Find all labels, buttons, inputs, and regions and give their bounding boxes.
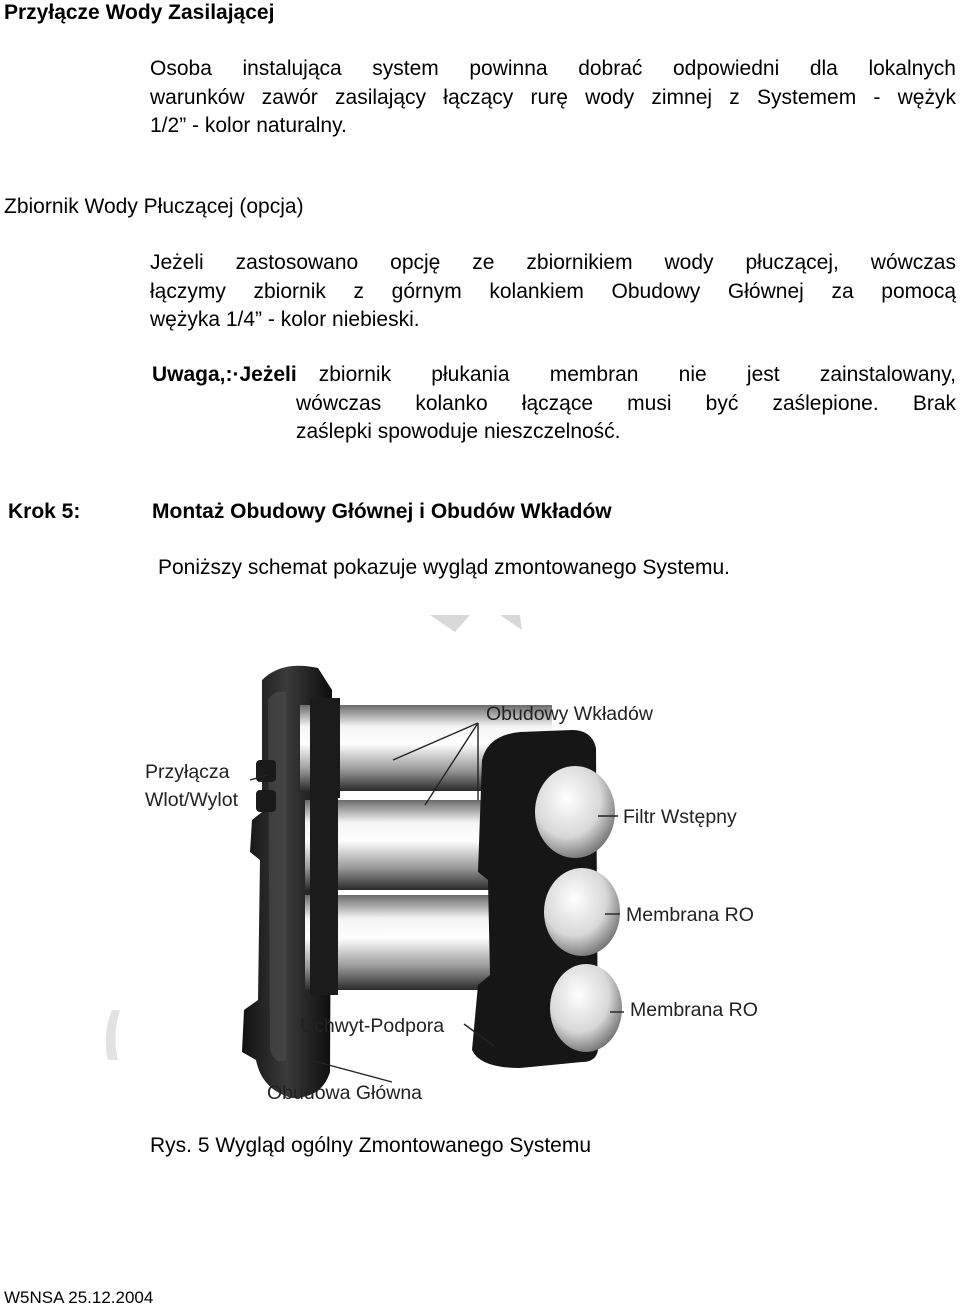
paragraph-line: łączymy zbiornik z górnym kolankiem Obudowy Głównej za pomocą	[150, 279, 956, 303]
rinse-tank-paragraph	[150, 249, 956, 335]
main-housing-highlight	[268, 692, 286, 1062]
membrane-cap-1	[544, 868, 620, 956]
paragraph-line: Jeżeli zastosowano opcję ze zbiornikiem wody płuczącej, wówczas	[150, 251, 956, 274]
background-watermark	[106, 1010, 120, 1060]
note-block	[152, 361, 956, 447]
label-prefilter: Filtr Wstępny	[623, 806, 737, 828]
step-label: Krok 5:	[8, 500, 81, 523]
system-diagram	[0, 600, 960, 1140]
section-title-feed-water: Przyłącze Wody Zasilającej	[4, 1, 275, 24]
label-housings: Obudowy Wkładów	[486, 703, 653, 725]
paragraph-line: Osoba instalująca system powinna dobrać odpowiedni dla lokalnych	[150, 57, 956, 80]
figure-caption: Rys. 5 Wygląd ogólny Zmontowanego Systemu	[150, 1134, 592, 1157]
paragraph-line: wężyka 1/4” - kolor niebieski.	[150, 308, 420, 331]
note-label: Uwaga,:·Jeżeli	[152, 363, 297, 386]
background-watermark	[430, 615, 522, 632]
prefilter-cap	[535, 766, 615, 858]
paragraph-line: warunków zawór zasilający łączący rurę wody zimnej z Systemem - wężyk	[150, 85, 956, 109]
step-title: Montaż Obudowy Głównej i Obudów Wkładów	[152, 500, 612, 523]
label-connectors-line2: Wlot/Wylot	[145, 789, 238, 811]
section-title-rinse-tank: Zbiornik Wody Płuczącej (opcja)	[4, 195, 304, 218]
step-intro: Poniższy schemat pokazuje wygląd zmontowanego Systemu.	[158, 556, 730, 579]
note-text: zbiornik płukania membran nie jest zainstalowany,	[318, 363, 956, 386]
membrane-cap-2	[550, 964, 622, 1052]
note-line: zaślepki spowoduje nieszczelność.	[296, 420, 621, 443]
note-line: wówczas kolanko łączące musi być zaślepione. Brak	[296, 391, 956, 415]
footer-doc-id: W5NSA 25.12.2004	[4, 1288, 154, 1307]
label-main-housing: Obudowa Główna	[267, 1082, 423, 1104]
paragraph-line: 1/2” - kolor naturalny.	[150, 114, 347, 137]
outlet-fitting	[256, 790, 276, 812]
label-membrane-2: Membrana RO	[630, 999, 758, 1021]
label-bracket: Uchwyt-Podpora	[300, 1015, 445, 1037]
inlet-fitting	[256, 760, 276, 782]
note-first-line	[152, 361, 956, 390]
label-connectors-line1: Przyłącza	[145, 761, 230, 783]
feed-water-paragraph	[150, 55, 956, 141]
label-membrane-1: Membrana RO	[626, 904, 754, 926]
